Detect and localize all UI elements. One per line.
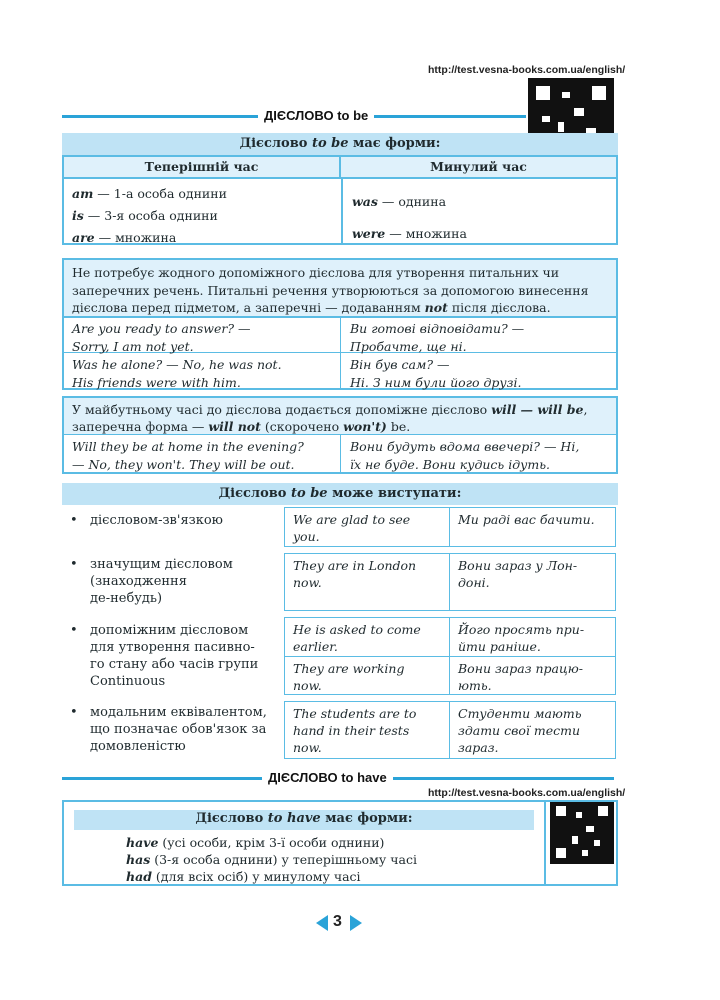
section-title-to-have: ДІЄСЛОВО to have (262, 770, 393, 785)
page-number: 3 (333, 913, 342, 930)
present-forms: am — 1-а особа однини is — 3-я особа однини are — множина (72, 186, 227, 245)
example-auxiliary-en: He is asked to come earlier. (284, 617, 450, 657)
future-example-en: Will they be at home in the evening? — No, they won't. They will be out. (72, 439, 304, 472)
example-modal-ua: Студенти мають здати свої тести зараз. (450, 701, 616, 759)
box-extension (546, 800, 618, 886)
functions-title: Дієслово to be може виступати: (62, 483, 618, 505)
question-example-ua-1: Ви готові відповідати? — Пробачте, ще ні. (350, 321, 525, 354)
resource-link-top[interactable]: http://test.vesna-books.com.ua/english/ (428, 64, 626, 76)
function-item-auxiliary: • допоміжним дієсловом для утворення пасивно- го стану або часів групи Continuous (70, 623, 259, 689)
to-have-forms-list: have (усі особи, крім 3-ї особи однини) has (3-я особа однини) у теперішньому часі had (для всіх осіб) у минулому часі (126, 835, 417, 884)
questions-rule: Не потребує жодного допоміжного дієслова для утворення питальних чи заперечних речень. Питальні речення утворюються за допомогою винесення дієслова перед підметом, а заперечні — додаванням not після дієслова. (72, 265, 589, 315)
function-item-modal: • модальним еквівалентом, що позначає обов'язок за домовленістю (70, 705, 267, 754)
to-have-forms-box (62, 800, 546, 886)
questions-box (62, 258, 618, 390)
future-example-ua: Вони будуть вдома ввечері? — Ні, їх не буде. Вони кудись ідуть. (350, 439, 580, 472)
to-be-forms-table (62, 133, 618, 245)
example-linking-en: We are glad to see you. (284, 507, 450, 547)
example-notional-en: They are in London now. (284, 553, 450, 611)
question-example-en-2: Was he alone? — No, he was not. His friends were with him. (72, 357, 282, 390)
past-form-were: were — множина (352, 226, 467, 241)
col-past: Минулий час (341, 157, 616, 177)
future-box (62, 396, 618, 474)
example-linking-ua: Ми раді вас бачити. (450, 507, 616, 547)
prev-page-icon[interactable] (316, 915, 328, 931)
function-item-linking: • дієсловом-зв'язкою (70, 513, 224, 528)
function-item-notional: • значущим дієсловом (знаходження де-небудь) (70, 557, 233, 606)
example-continuous-en: They are working now. (284, 657, 450, 695)
example-continuous-ua: Вони зараз працю- ють. (450, 657, 616, 695)
forms-title: Дієслово to be має форми: (62, 133, 618, 155)
past-form-was: was — однина (352, 194, 447, 209)
example-modal-en: The students are to hand in their tests now. (284, 701, 450, 759)
question-example-ua-2: Він був сам? — Ні. З ним були його друзі. (350, 357, 522, 390)
next-page-icon[interactable] (350, 915, 362, 931)
resource-link-bottom[interactable]: http://test.vesna-books.com.ua/english/ (428, 787, 626, 799)
example-notional-ua: Вони зараз у Лон- доні. (450, 553, 616, 611)
to-have-forms-title: Дієслово to have має форми: (74, 810, 534, 830)
col-present: Теперішній час (64, 157, 341, 177)
section-title-to-be: ДІЄСЛОВО to be (258, 108, 374, 123)
future-rule: У майбутньому часі до дієслова додається допоміжне дієслово will — will be, заперечна форма — will not (скорочено won't) be. (72, 402, 588, 434)
question-example-en-1: Are you ready to answer? — Sorry, I am not yet. (72, 321, 251, 354)
example-auxiliary-ua: Його просять при- йти раніше. (450, 617, 616, 657)
